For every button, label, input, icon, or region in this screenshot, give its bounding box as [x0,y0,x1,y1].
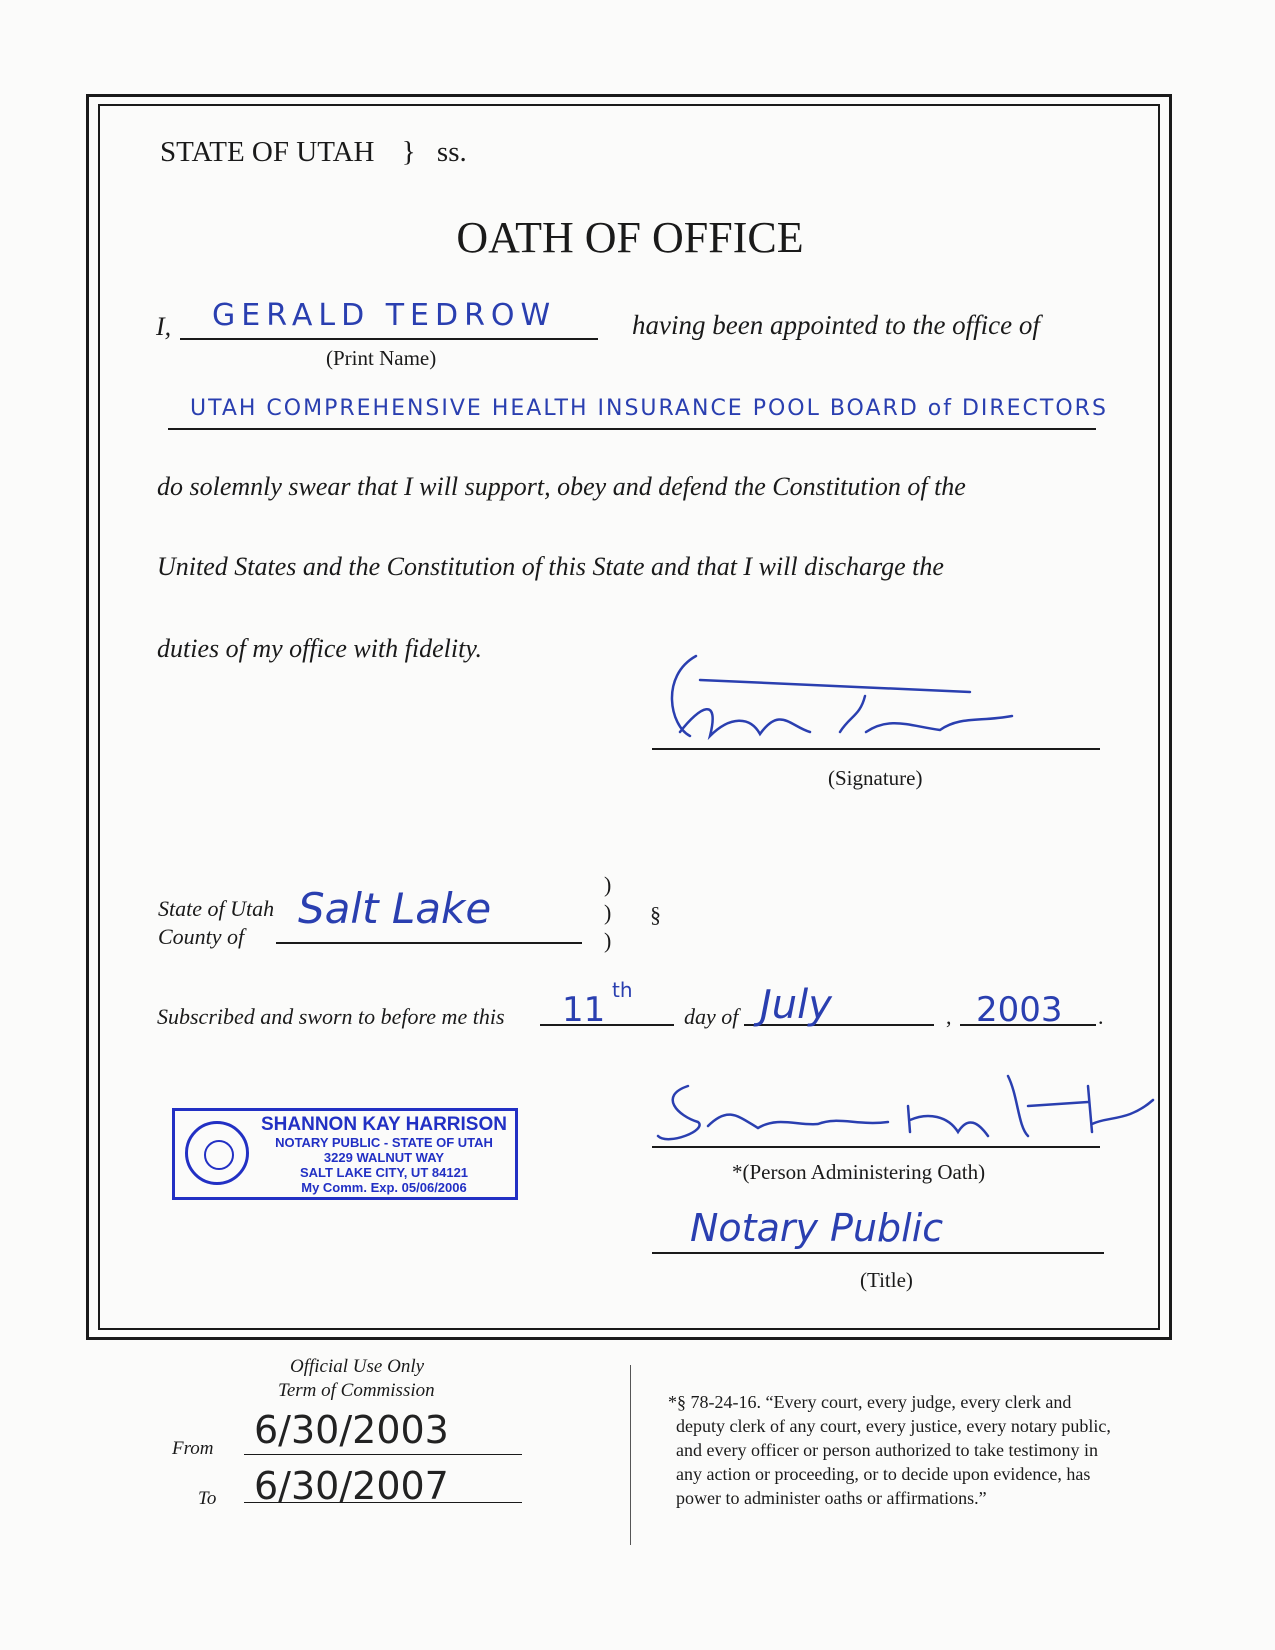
from-line [244,1454,522,1455]
statute-line-2: deputy clerk of any court, every justice, every notary public, [676,1416,1111,1436]
administrator-line [652,1146,1100,1148]
notary-seal-icon [185,1121,249,1185]
stamp-line-1: SHANNON KAY HARRISON [261,1114,507,1135]
administrator-signature [648,1066,1158,1156]
county-line [276,942,582,944]
bottom-divider [630,1365,631,1545]
venue-county-label: County of [158,924,245,949]
state-label: STATE OF UTAH [160,136,375,168]
comma: , [946,1004,952,1029]
title-handwriting: Notary Public [690,1206,944,1250]
administrator-signature-text: Shannon Kay Harrison [648,1066,658,1067]
oath-line-2: United States and the Constitution of this State and that I will discharge the [157,552,944,581]
oath-signature [640,636,1030,756]
stamp-line-2: NOTARY PUBLIC - STATE OF UTAH [275,1135,493,1150]
from-date-handwriting: 6/30/2003 [254,1408,449,1452]
county-handwriting: Salt Lake [298,884,492,933]
statute-line-4: any action or proceeding, or to decide upon evidence, has [676,1464,1091,1484]
office-line [168,428,1096,430]
oath-line-1: do solemnly swear that I will support, obey and defend the Constitution of the [157,472,966,501]
administrator-caption: *(Person Administering Oath) [732,1160,986,1184]
oath-signature-text: Gerald Tedrow [640,636,646,637]
period: . [1098,1004,1104,1029]
from-label: From [172,1438,214,1459]
venue-section: § [650,902,661,927]
to-label: To [198,1488,217,1509]
statute-line-1: *§ 78-24-16. “Every court, every judge, every clerk and [668,1392,1072,1412]
brace: } [401,136,416,168]
stamp-line-4: SALT LAKE CITY, UT 84121 [299,1165,469,1180]
signature-caption: (Signature) [828,766,923,790]
title-line [652,1252,1104,1254]
to-date-handwriting: 6/30/2007 [254,1464,449,1508]
day-of-label: day of [684,1004,739,1029]
state-heading [160,136,467,169]
office-handwriting: UTAH COMPREHENSIVE HEALTH INSURANCE POOL BOARD of DIRECTORS [190,396,1108,421]
venue-state-label: State of Utah [158,896,275,921]
year-handwriting: 2003 [976,990,1063,1030]
page-title: OATH OF OFFICE [456,213,804,262]
print-name-line [180,338,598,340]
official-use-heading: Official Use Only [290,1356,425,1377]
print-name-handwriting: GERALD TEDROW [212,298,557,333]
venue-paren-3: ) [604,928,612,953]
venue-paren-1: ) [604,872,612,897]
subscribed-text: Subscribed and sworn to before me this [157,1004,505,1029]
ss-label: ss. [436,136,467,168]
day-line [540,1024,674,1026]
stamp-line-5: My Comm. Exp. 05/06/2006 [301,1180,467,1195]
venue-paren-2: ) [604,900,612,925]
title-caption: (Title) [860,1268,913,1292]
day-suffix-handwriting: th [612,978,633,1002]
month-handwriting: July [760,982,832,1028]
oath-prefix: I, [156,312,172,341]
notary-stamp [172,1108,518,1200]
statute-line-5: power to administer oaths or affirmations.” [676,1488,987,1508]
to-line [244,1502,522,1503]
day-handwriting: 11 [562,990,606,1030]
term-heading: Term of Commission [278,1380,435,1401]
oath-line-3: duties of my office with fidelity. [157,634,482,663]
appointed-text: having been appointed to the office of [632,310,1040,340]
print-name-caption: (Print Name) [326,346,437,370]
statute-line-3: and every officer or person authorized to take testimony in [676,1440,1099,1460]
stamp-line-3: 3229 WALNUT WAY [323,1150,445,1165]
signature-line [652,748,1100,750]
